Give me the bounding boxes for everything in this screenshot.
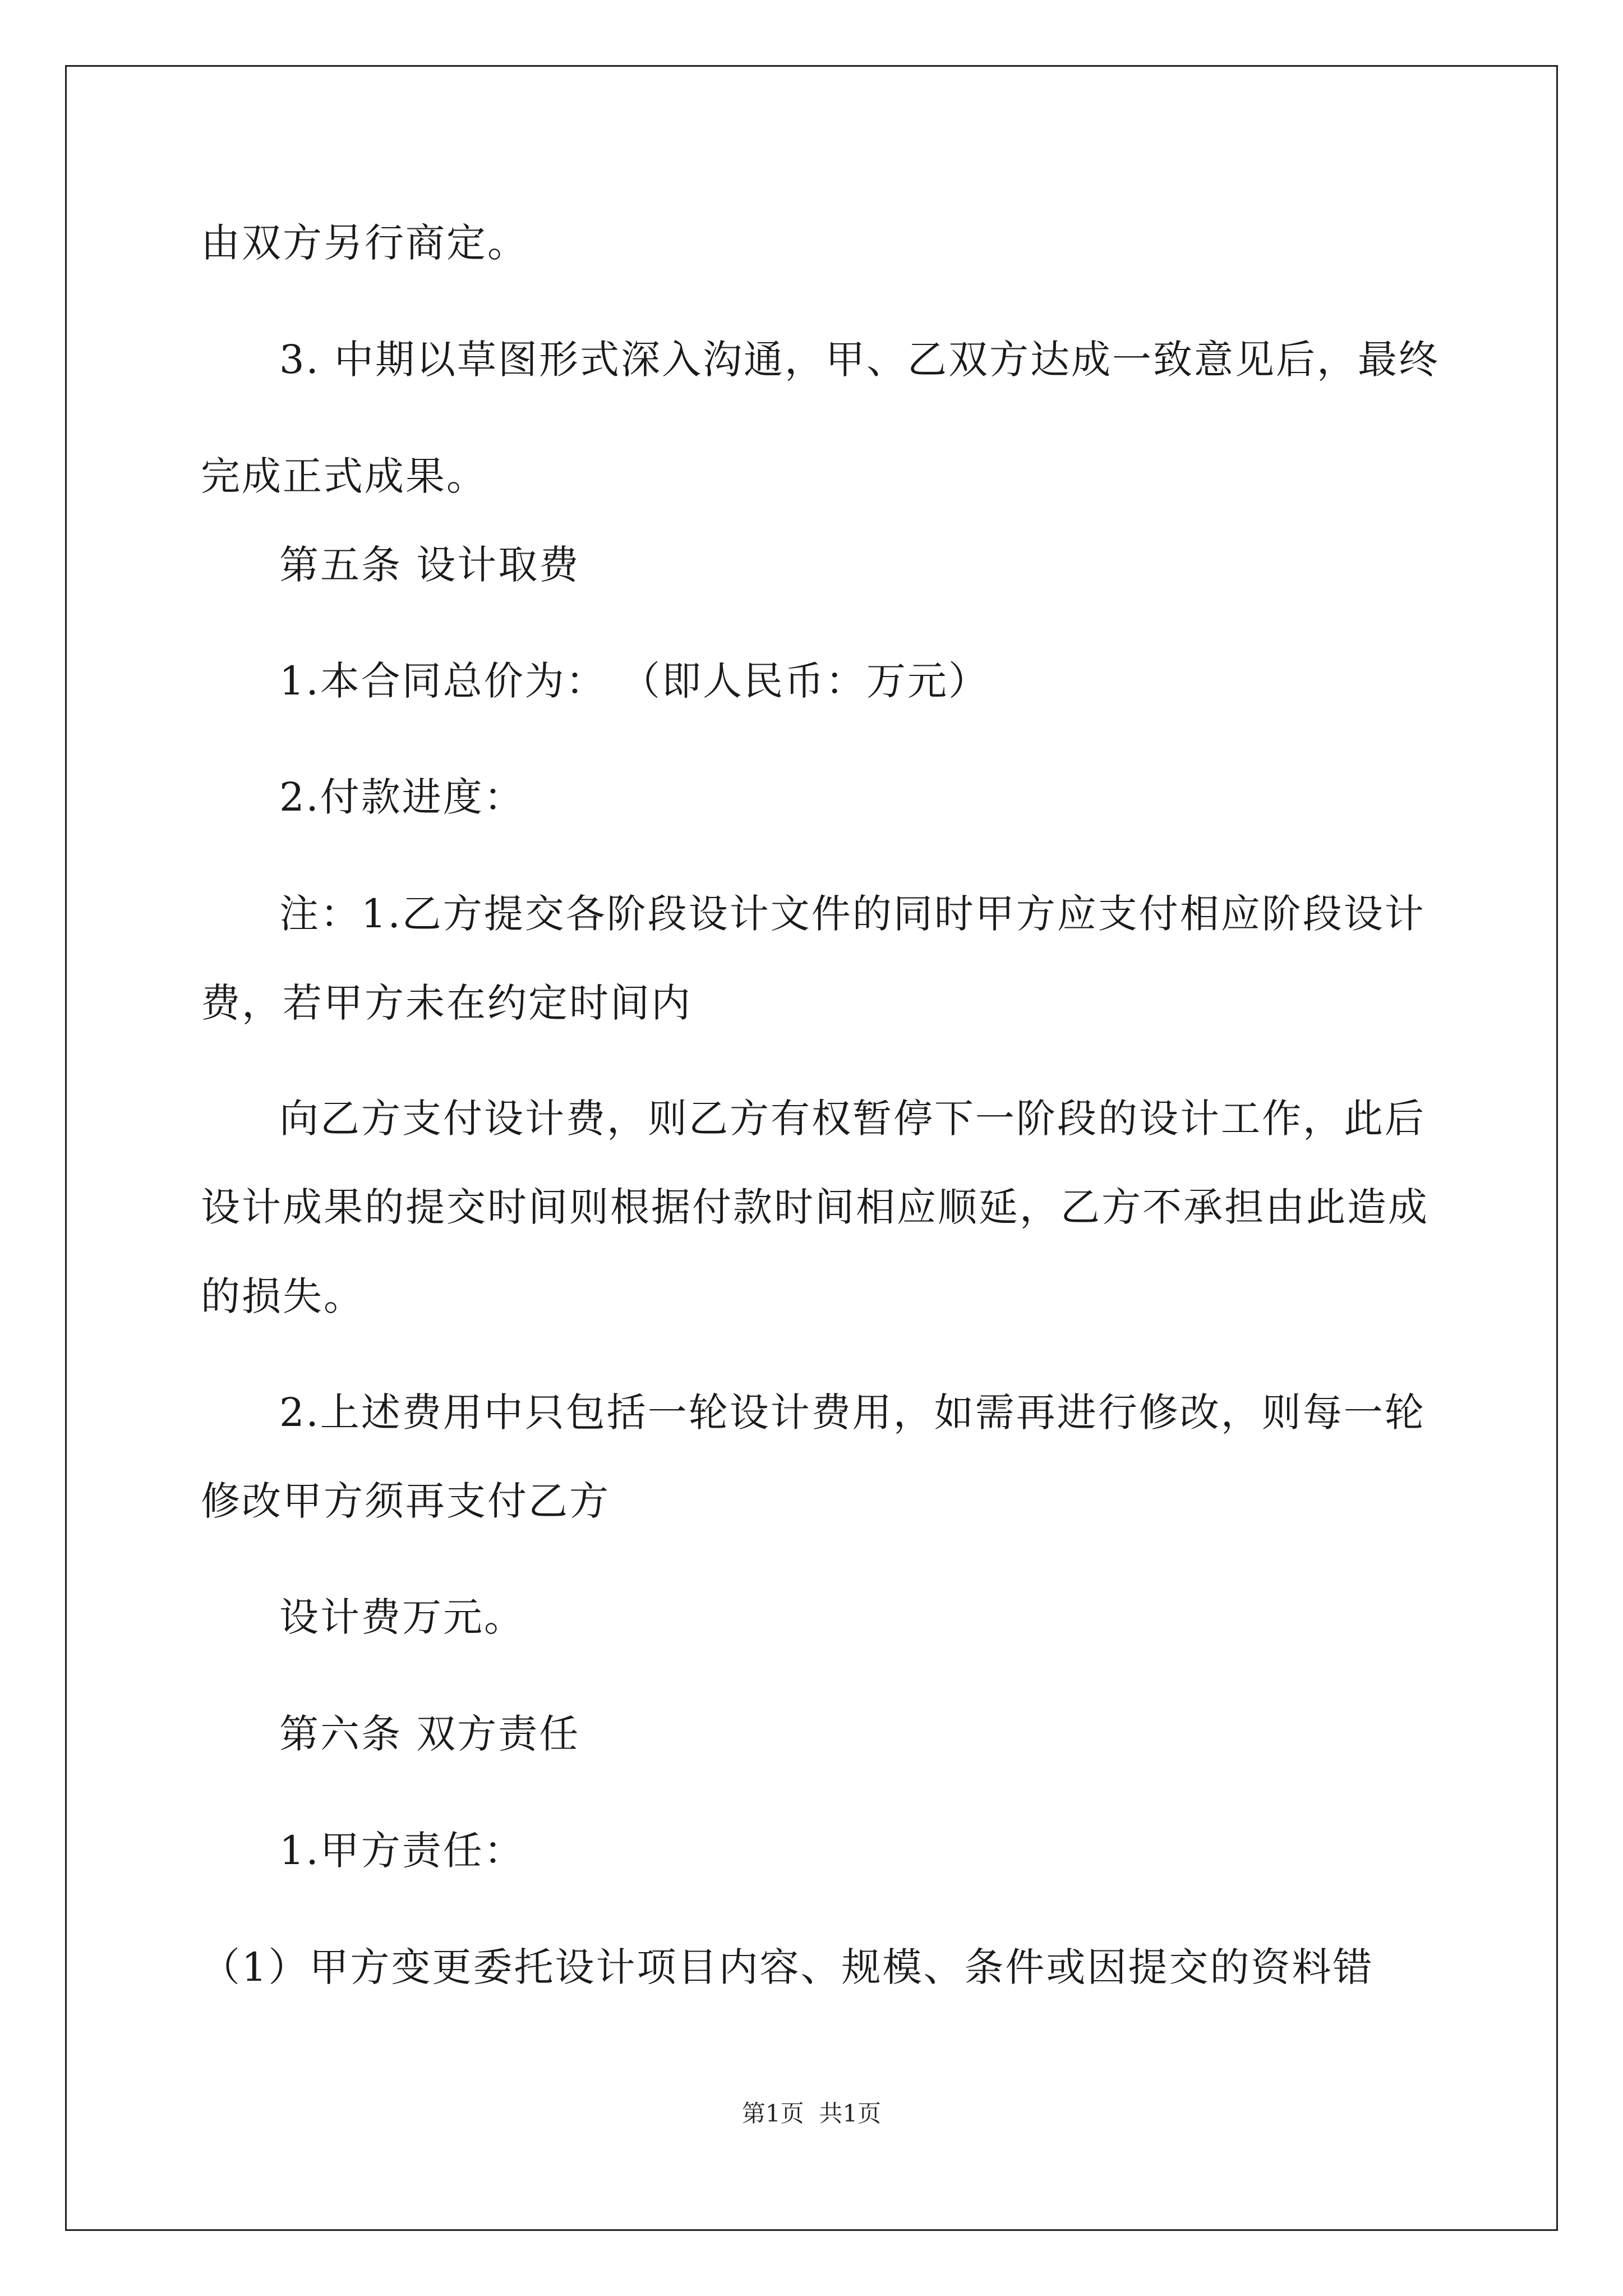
paragraph-line: 1.本合同总价为： （即人民币：万元） [279,658,990,704]
paragraph-line: 2.付款进度： [279,774,525,820]
paragraph-line: 完成正式成果。 [201,453,487,499]
paragraph-line: 3. 中期以草图形式深入沟通，甲、乙双方达成一致意见后，最终 [279,337,1440,383]
paragraph-line: 2.上述费用中只包括一轮设计费用，如需再进行修改，则每一轮 [279,1389,1426,1435]
section-heading: 第五条 设计取费 [279,542,580,588]
paragraph-line: 修改甲方须再支付乙方 [201,1478,610,1524]
paragraph-line: 设计成果的提交时间则根据付款时间相应顺延，乙方不承担由此造成 [201,1184,1429,1230]
paragraph-line: 的损失。 [201,1273,365,1319]
paragraph-line: 向乙方支付设计费，则乙方有权暂停下一阶段的设计工作，此后 [279,1096,1426,1142]
paragraph-line: 1.甲方责任： [279,1828,525,1874]
paragraph-line: 注：1.乙方提交各阶段设计文件的同时甲方应支付相应阶段设计 [279,891,1426,937]
section-heading: 第六条 双方责任 [279,1711,580,1757]
paragraph-line: 费，若甲方未在约定时间内 [201,980,692,1026]
page-border [65,65,1558,2231]
paragraph-line: 设计费万元。 [279,1594,525,1640]
page-number-footer: 第1页 共1页 [741,2100,882,2127]
paragraph-line: 由双方另行商定。 [201,220,528,266]
paragraph-line: （1）甲方变更委托设计项目内容、规模、条件或因提交的资料错 [201,1944,1374,1990]
